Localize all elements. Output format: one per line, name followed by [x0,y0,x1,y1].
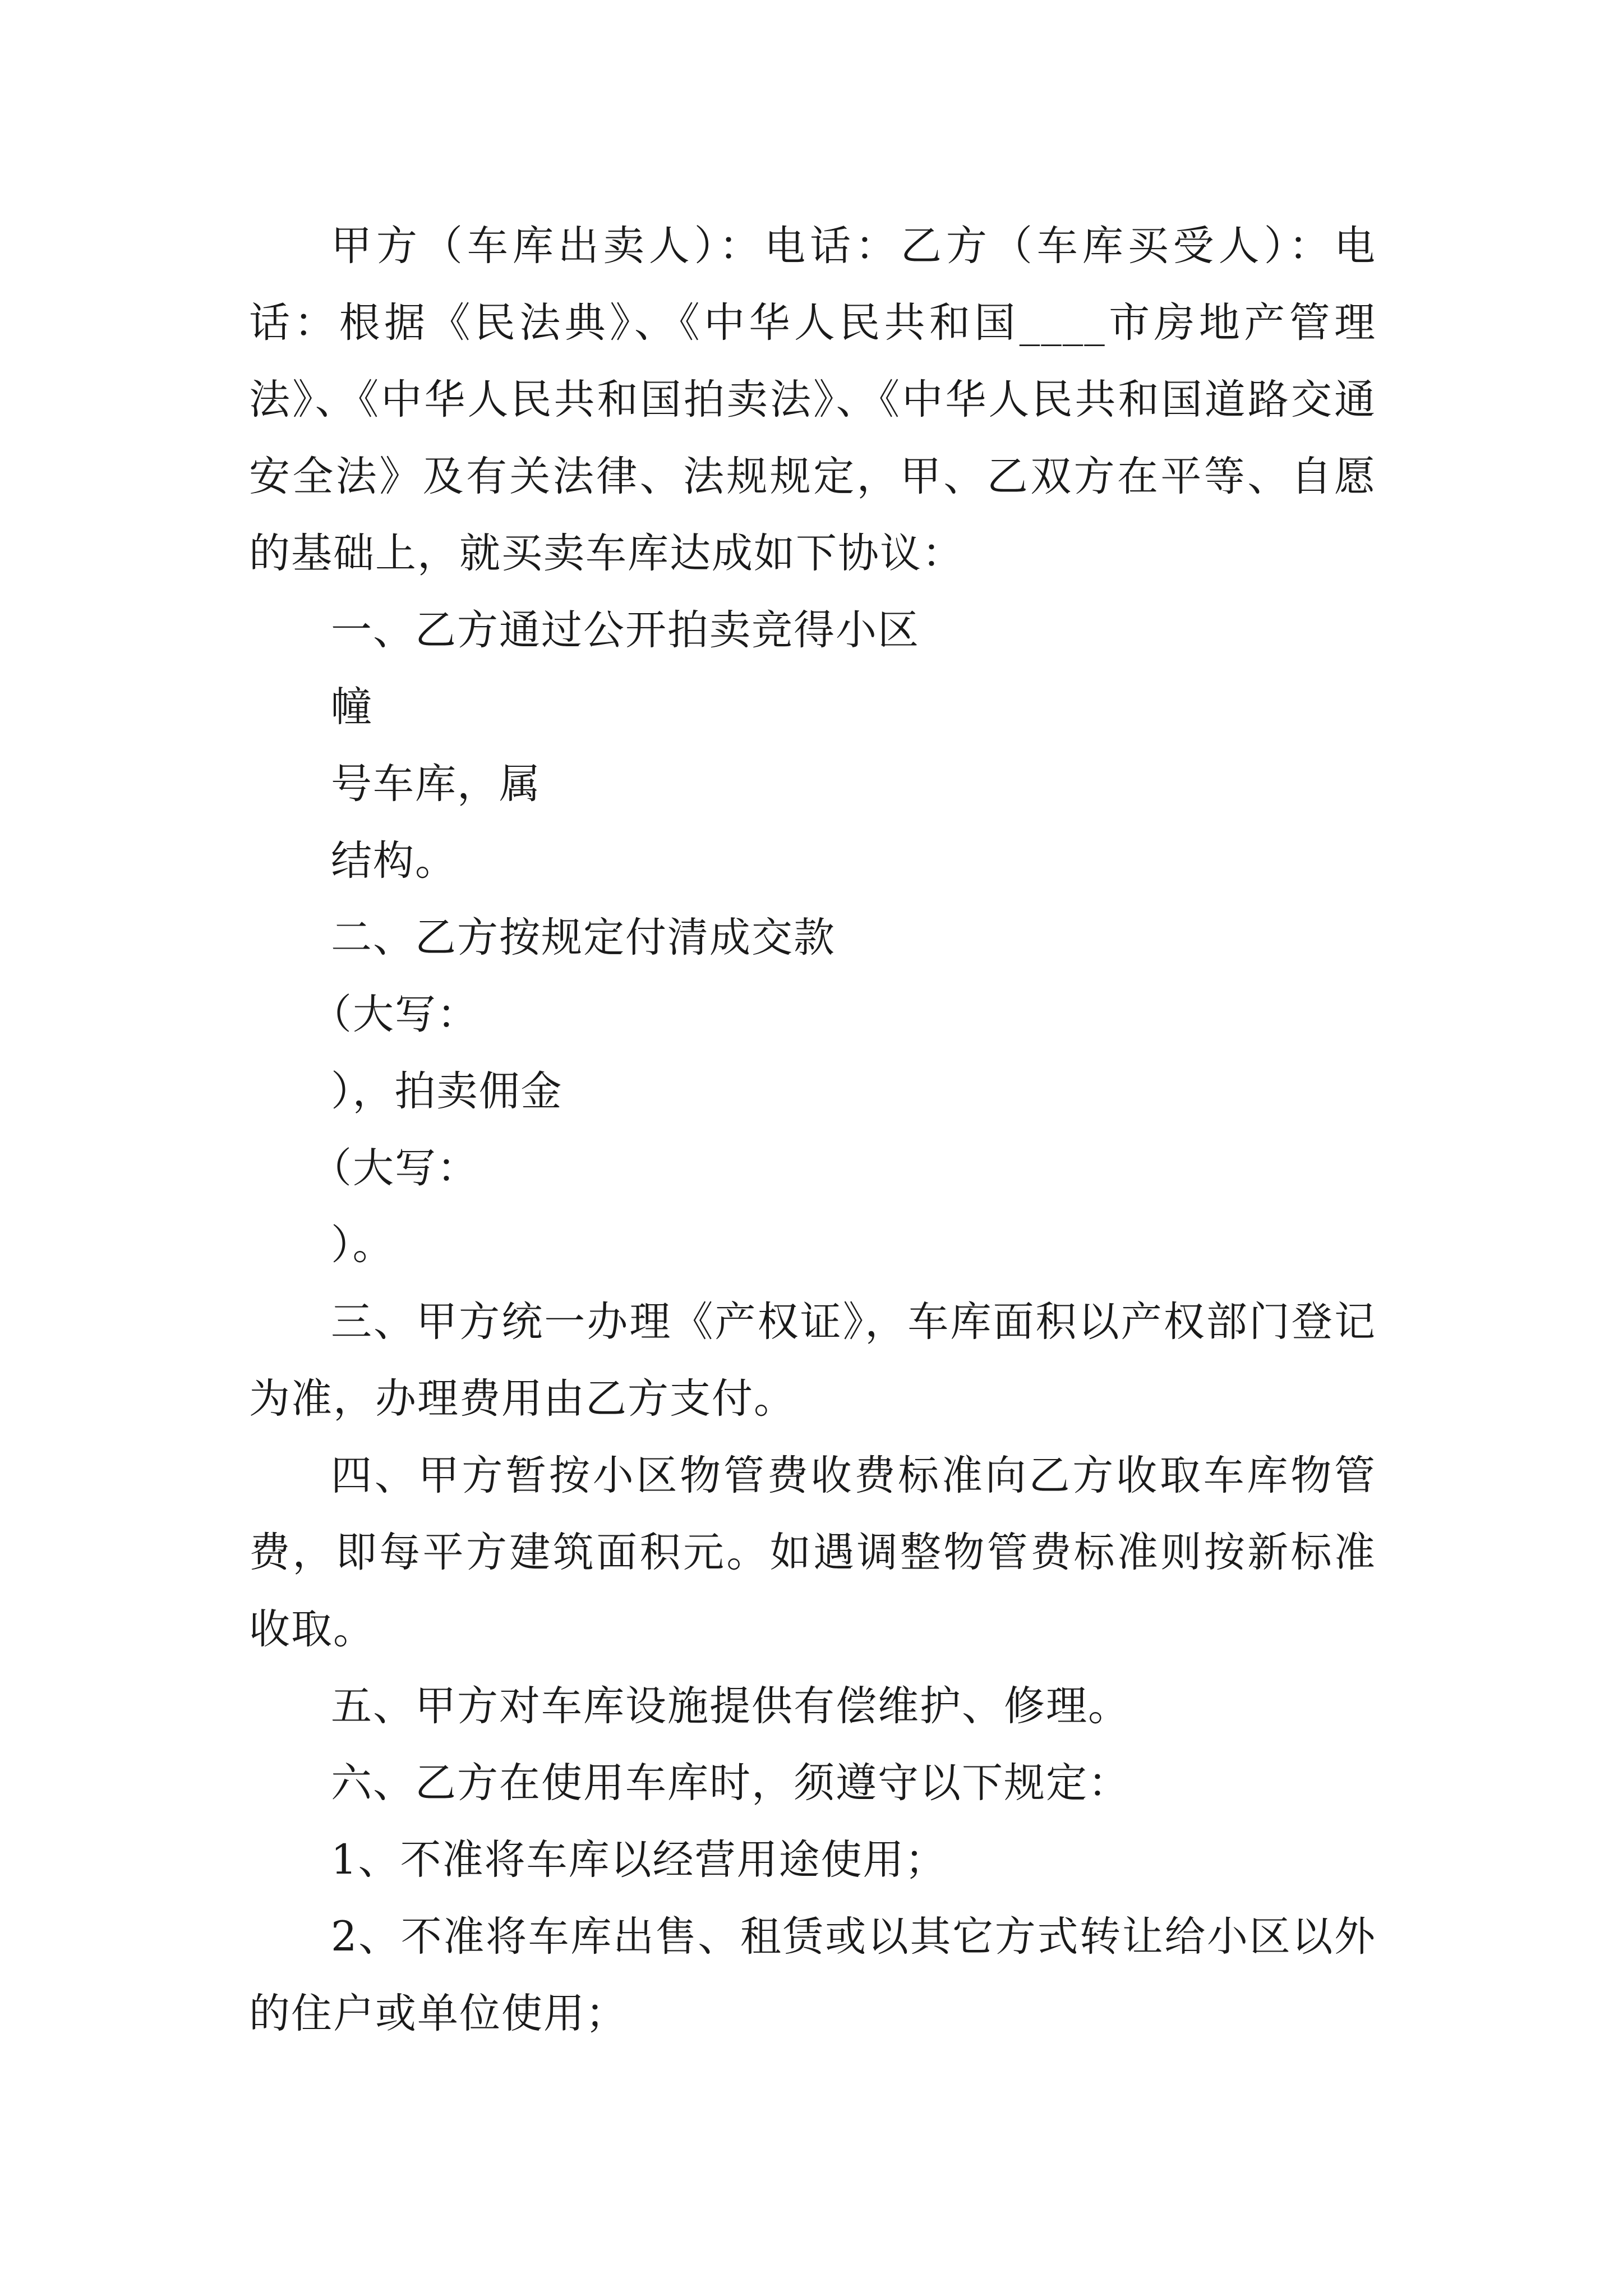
parties-paragraph: 甲方（车库出卖人）：电话：乙方（车库买受人）：电话：根据《民法典》、《中华人民共和国____市房地产管理法》、《中华人民共和国拍卖法》、《中华人民共和国道路交通安全法》及有关法律、法规规定，甲、乙双方在平等、自愿的基础上，就买卖车库达成如下协议： [249,222,1376,577]
clause-2-commission: ），拍卖佣金 [331,1068,563,1115]
clause-4: 四、甲方暂按小区物管费收费标准向乙方收取车库物管费，即每平方建筑面积元。如遇调整物管费标准则按新标准收取。 [249,1452,1376,1653]
clause-2-end: ）。 [331,1221,395,1269]
clause-2-amount-words: （大写： [311,991,479,1038]
clause-1: 一、乙方通过公开拍卖竞得小区 [331,606,920,654]
clause-5: 五、甲方对车库设施提供有偿维护、修理。 [331,1682,1130,1730]
clause-6: 六、乙方在使用车库时，须遵守以下规定： [331,1759,1130,1807]
document-body [249,208,1376,2052]
clause-2-commission-words: （大写： [311,1144,479,1192]
clause-6-item-2: 2、不准将车库出售、租赁或以其它方式转让给小区以外的住户或单位使用； [249,1913,1376,2037]
clause-1-building: 幢 [331,683,373,731]
clause-1-structure: 结构。 [331,837,457,885]
clause-6-item-1: 1、不准将车库以经营用途使用； [331,1836,947,1884]
clause-2: 二、乙方按规定付清成交款 [331,914,836,961]
clause-1-garage-number: 号车库，属 [331,760,541,808]
clause-3: 三、甲方统一办理《产权证》，车库面积以产权部门登记为准，办理费用由乙方支付。 [249,1298,1376,1423]
